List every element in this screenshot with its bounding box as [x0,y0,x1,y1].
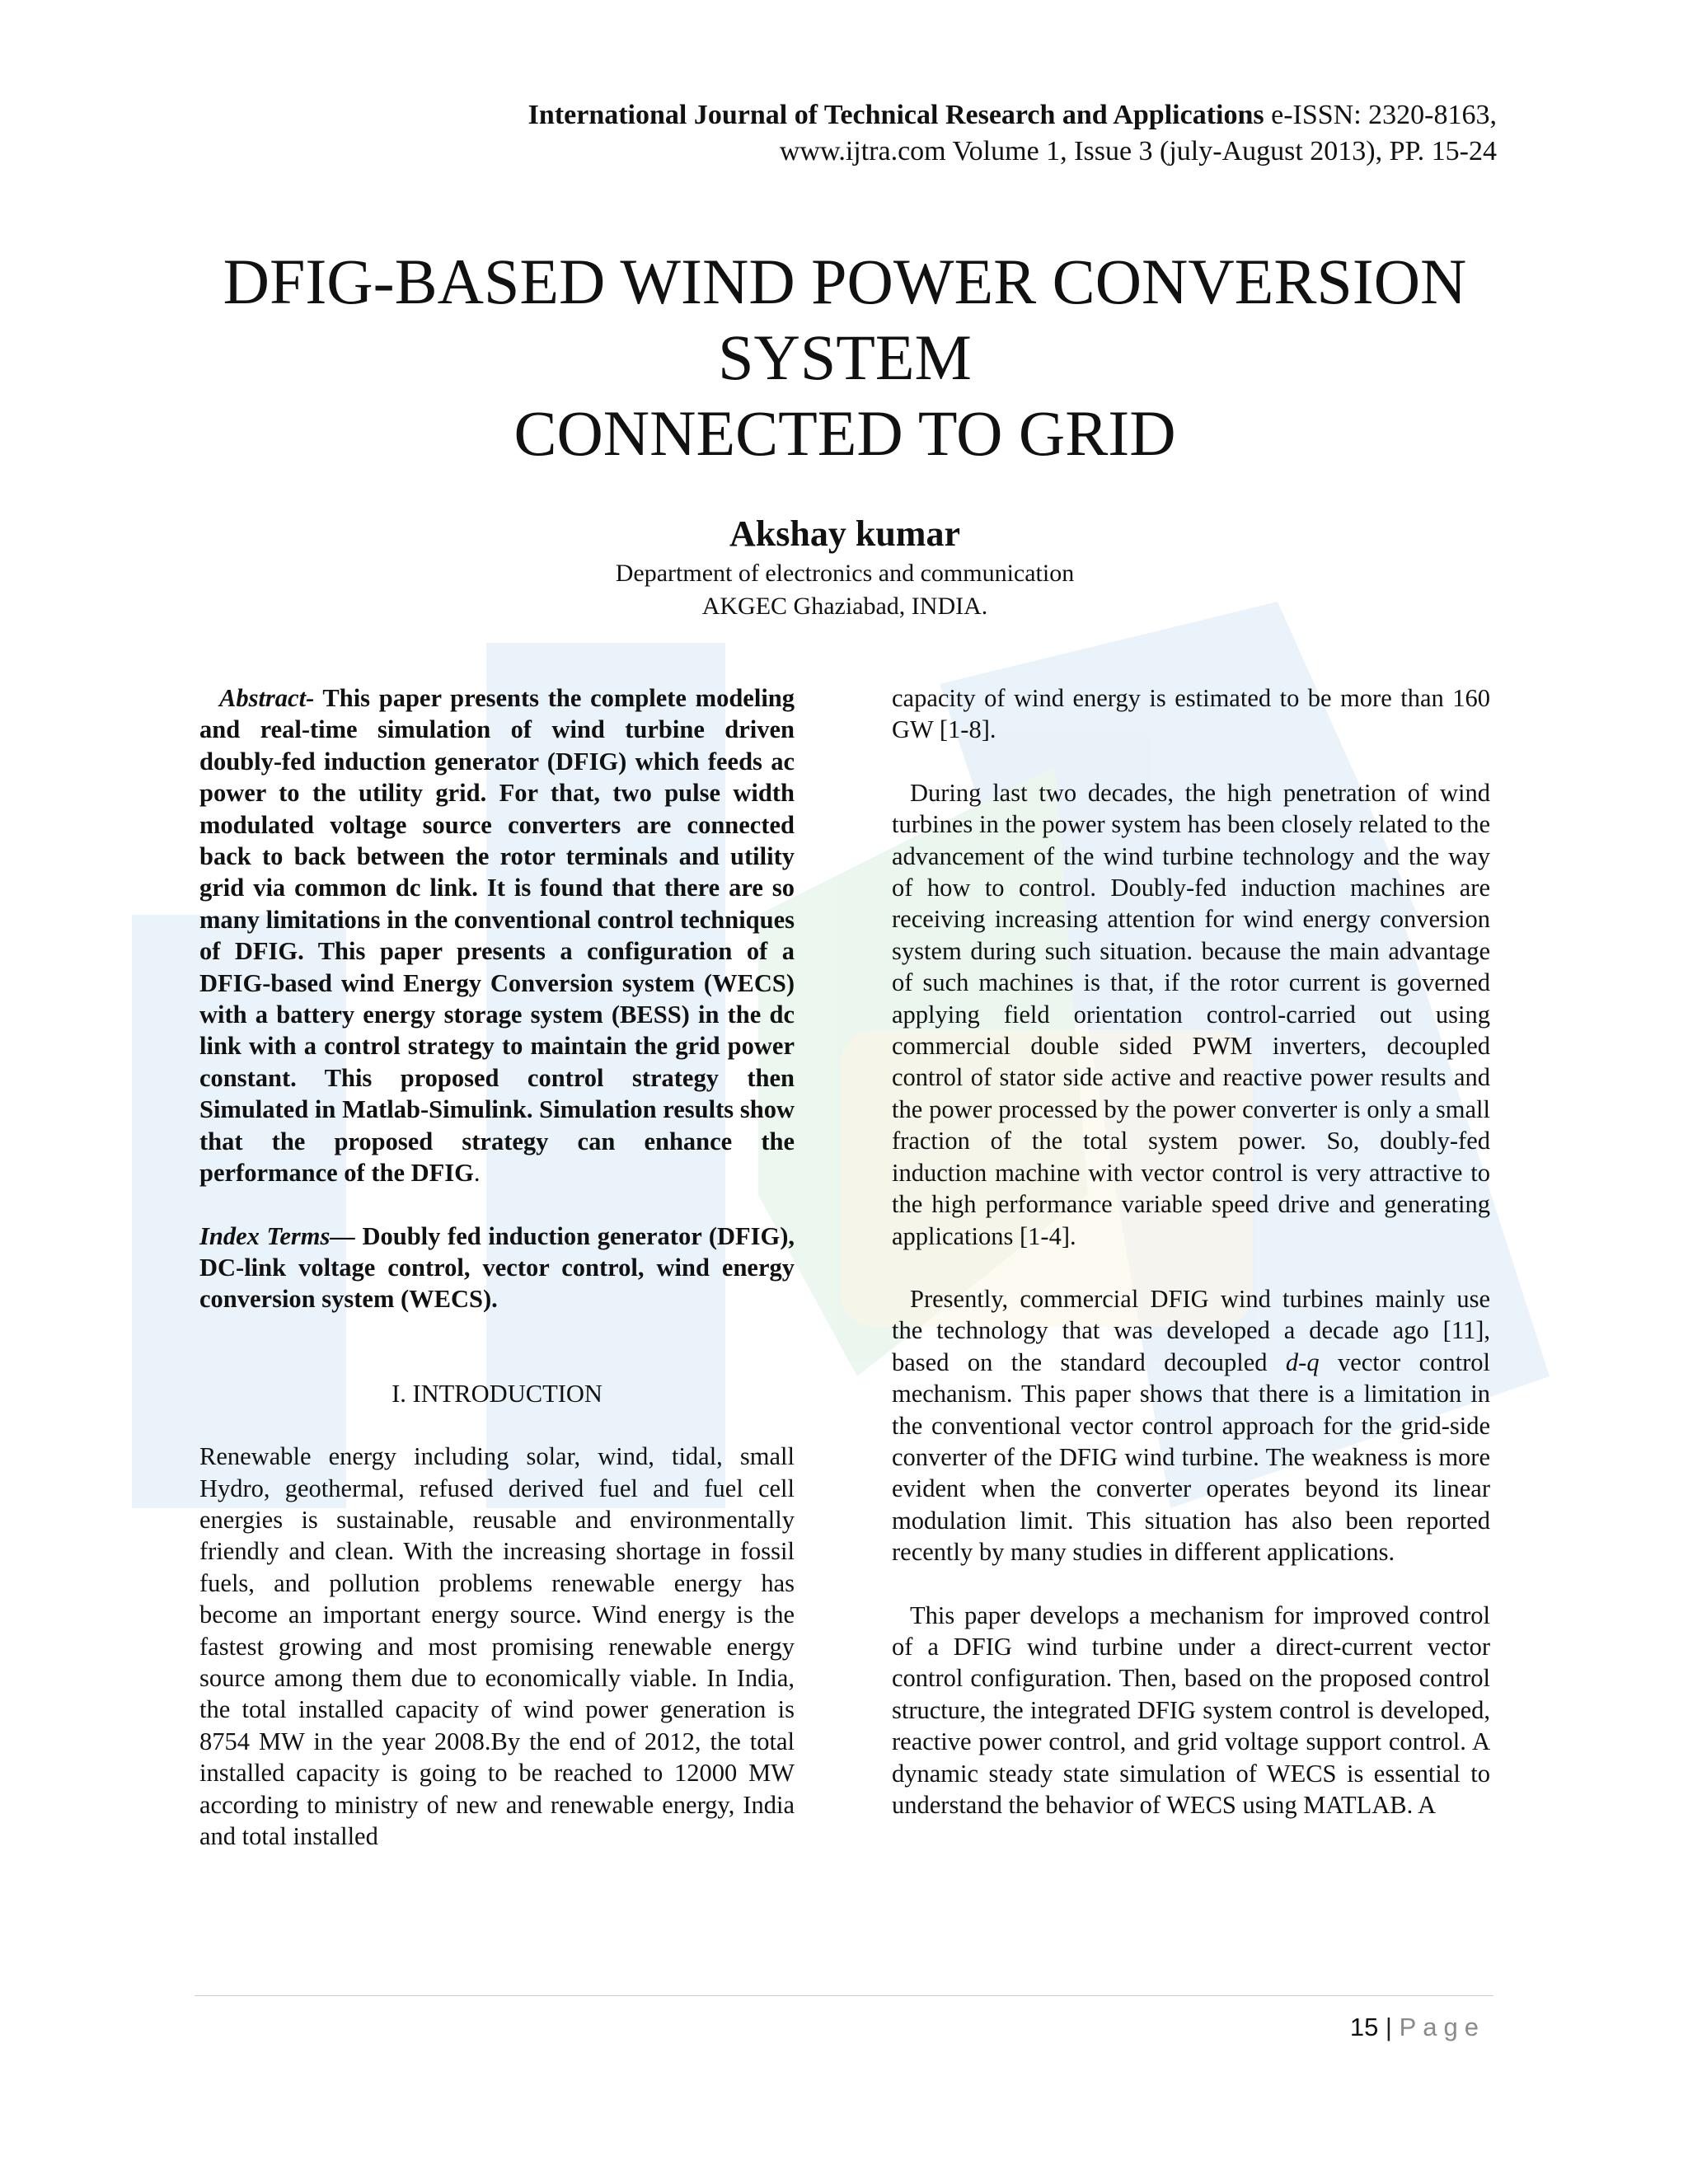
abstract-text: This paper presents the complete modeling and real-time simulation of wind turbine driven doubly-fed induction generator (DFIG) which feeds ac power to the utility grid. For that, two pulse width modulated voltage source converters are connected back to back between the rotor terminals and utility grid via common dc link. It is found that there are so many limitations in the conventional control techniques of DFIG. This paper presents a configuration of a DFIG-based wind Energy Conversion system (WECS) with a battery energy storage system (BESS) in the dc link with a control strategy to maintain the grid power constant. This proposed control strategy then Simulated in Matlab-Simulink. Simulation results show that the proposed strategy can enhance the performance of the DFIG [199,684,795,1188]
paper-title [165,244,1525,471]
paper-title-line-1: DFIG-BASED WIND POWER CONVERSION [223,246,1467,317]
journal-issn: e-ISSN: 2320-8163, [1264,100,1497,130]
section-heading-introduction: I. INTRODUCTION [392,1379,603,1408]
abstract-label: Abstract- [219,684,315,712]
journal-name: International Journal of Technical Research and Applications [528,100,1264,130]
intro-paragraph-1: Renewable energy including solar, wind, tidal, small Hydro, geothermal, refused derived fuel and fuel cell energies is sustainable, reusable and environmentally friendly and clean. With the increasing shortage in fossil fuels, and pollution problems renewable energy has become an important energy source. Wind energy is the fastest growing and most promising renewable energy source among them due to economically viable. In India, the total installed capacity of wind power generation is 8754 MW in the year 2008.By the end of 2012, the total installed capacity is going to be reached to 12000 MW according to ministry of new and renewable energy, India and total installed [199,1442,795,1850]
intro-paragraph-3-part-a: Presently, commercial DFIG wind turbines mainly use the technology that was developed a decade ago [11], based on the standard decoupled [892,1284,1490,1376]
intro-paragraph-1-continued: capacity of wind energy is estimated to be more than 160 GW [1-8]. [892,684,1490,744]
intro-paragraph-3 [892,1283,1490,1568]
journal-header-line-1 [528,97,1497,134]
index-terms-label: Index Terms— [199,1221,355,1250]
index-terms [199,1221,795,1315]
abstract [199,682,795,1189]
page-label: Page [1399,2013,1485,2041]
abstract-end: . [473,1159,481,1188]
dq-term: d-q [1285,1347,1320,1376]
paper-title-line-2: SYSTEM [718,321,972,393]
page-footer [1350,2011,1485,2044]
paper-title-line-3: CONNECTED TO GRID [513,397,1176,469]
intro-paragraph-2: During last two decades, the high penetration of wind turbines in the power system has been closely related to the advancement of the wind turbine technology and the way of how to control. Doubly-fed induction machines are receiving increasing attention for wind energy conversion system during such situation. because the main advantage of such machines is that, if the rotor current is governed applying field orientation control-carried out using commercial double sided PWM inverters, decoupled control of stator side active and reactive power results and the power processed by the power converter is only a small fraction of the total system power. So, doubly-fed induction machine with vector control is very attractive to the high performance variable speed drive and generating applications [1-4]. [892,778,1490,1250]
author-block [165,511,1525,623]
intro-paragraph-3-part-b: vector control mechanism. This paper shows that there is a limitation in the conventional vector control approach for the grid-side converter of the DFIG wind turbine. The weakness is more evident when the converter operates beyond its linear modulation limit. This situation has also been reported recently by many studies in different applications. [892,1347,1490,1567]
author-affiliation-institute: AKGEC Ghaziabad, INDIA. [701,593,988,620]
journal-volume-line: www.ijtra.com Volume 1, Issue 3 (july-August 2013), PP. 15-24 [779,136,1497,166]
footer-divider [195,1995,1493,1996]
page-separator: | [1378,2013,1400,2041]
index-terms-text: Doubly fed induction generator (DFIG), DC-link voltage control, vector control, wind energy conversion system (WECS). [199,1221,795,1314]
right-column [892,682,1490,1821]
page-number: 15 [1349,2013,1379,2041]
left-column [199,682,795,1852]
journal-header [528,97,1497,170]
intro-paragraph-4: This paper develops a mechanism for improved control of a DFIG wind turbine under a direct-current vector control configuration. Then, based on the proposed control structure, the integrated DFIG system control is developed, reactive power control, and grid voltage support control. A dynamic steady state simulation of WECS is essential to understand the behavior of WECS using MATLAB. A [892,1601,1490,1819]
author-name: Akshay kumar [729,513,960,554]
author-affiliation-department: Department of electronics and communication [615,560,1075,587]
